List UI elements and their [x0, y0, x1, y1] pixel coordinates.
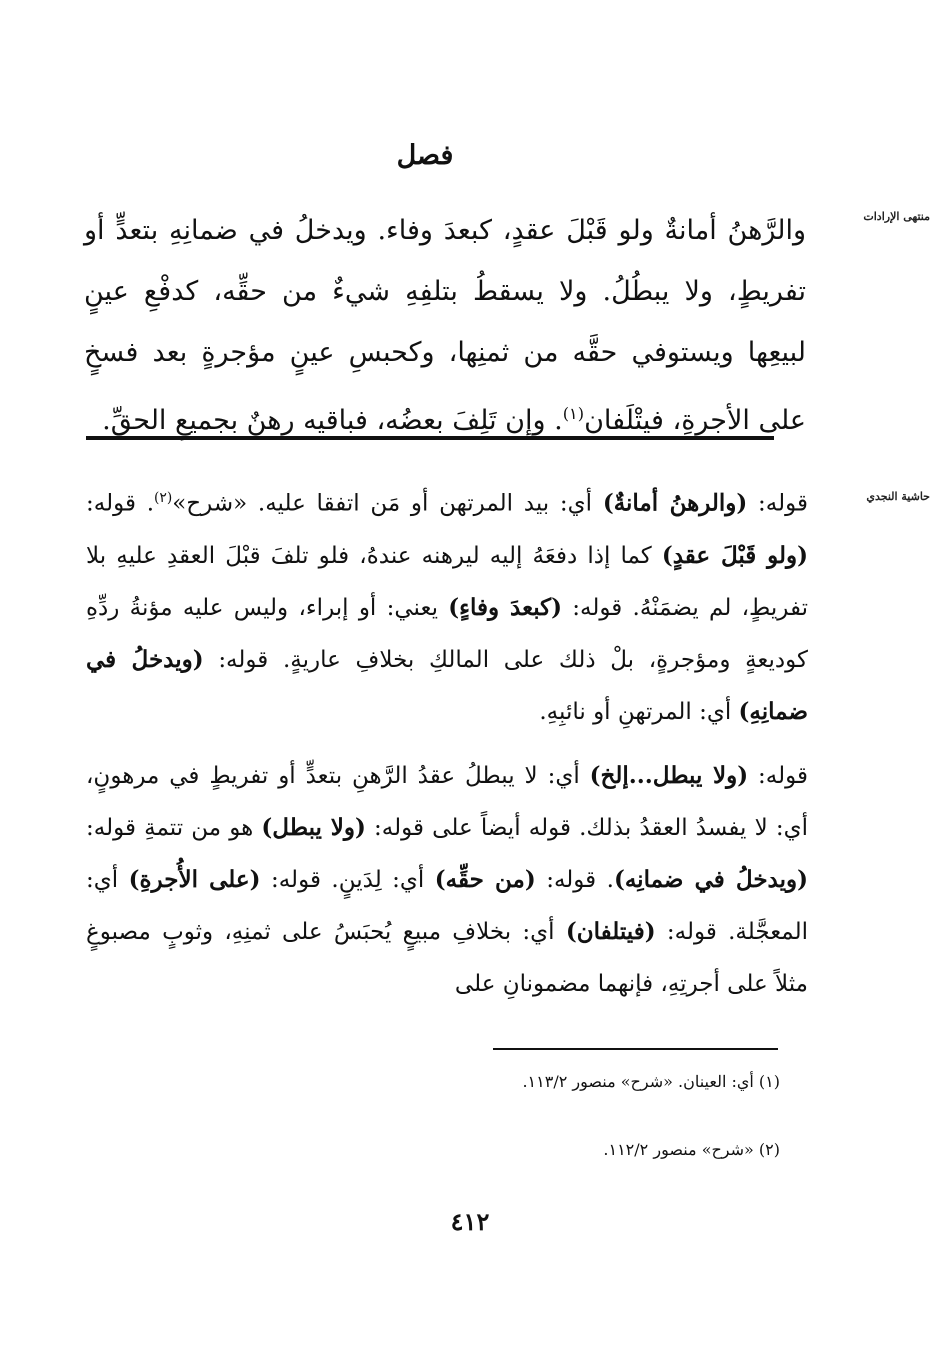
- hashiya-text: أي: المرتهنِ أو نائبِهِ.: [539, 698, 739, 725]
- matn-paragraph: [84, 200, 806, 451]
- section-title: فصل: [396, 140, 454, 171]
- hashiya-text-block: [86, 472, 808, 1010]
- hashiya-text: يعني: أو إبراء، وليس عليه مؤنةُ ردِّهِ كوديعةٍ ومؤجرةٍ، بلْ ذلك على المالكِ بخلافِ عاريةٍ. قوله:: [86, 594, 808, 673]
- page-number: ٤١٢: [450, 1207, 490, 1236]
- section-divider: [86, 436, 774, 440]
- matn-text-block: [84, 200, 806, 451]
- side-label-hashiya: حاشية النجدي: [866, 490, 930, 503]
- hashiya-lemma: (على الأُجرةِ): [128, 865, 261, 893]
- footnote-1: (١) أي: العينان. «شرح» منصور ١١٣/٢.: [522, 1072, 780, 1091]
- footnote-ref-2: (٢): [154, 490, 173, 506]
- side-label-matn: منتهى الإرادات: [863, 210, 930, 223]
- hashiya-lemma: (ولا يبطل): [261, 813, 366, 841]
- hashiya-text: أي: المعجَّلة. قوله:: [86, 866, 809, 945]
- hashiya-text: . قوله:: [86, 490, 155, 517]
- footnote-2: (٢) «شرح» منصور ١١٢/٢.: [603, 1140, 780, 1159]
- hashiya-lemma: (فيتلفان): [565, 917, 656, 945]
- hashiya-text: قوله:: [747, 490, 808, 517]
- footnote-ref-1: (١): [562, 404, 585, 423]
- hashiya-text: أي: بيد المرتهن أو مَن اتفقا عليه. «شرح»: [172, 490, 603, 517]
- hashiya-lemma: (ويدخلُ في ضمانِهِ): [86, 645, 808, 725]
- hashiya-text: هو من تتمةِ قوله:: [86, 814, 262, 841]
- footnotes: [430, 1062, 780, 1170]
- hashiya-text: قوله:: [748, 762, 809, 789]
- hashiya-paragraph-1: [86, 472, 808, 738]
- hashiya-lemma: (كبعدَ وفاءٍ): [448, 593, 562, 621]
- hashiya-lemma: (ولو قَبْلَ عقدٍ): [661, 541, 808, 569]
- hashiya-paragraph-2: [86, 750, 808, 1010]
- hashiya-lemma: (والرهنُ أمانةٌ): [602, 489, 748, 517]
- hashiya-text: أي: بخلافِ مبيعٍ يُحبَسُ على ثمنِهِ، وثوبٍ مصبوغٍ مثلاً على أجرتِهِ، فإنهما مضمونانِ على: [86, 918, 808, 997]
- hashiya-text: . قوله:: [535, 866, 614, 893]
- matn-text: والرَّهنُ أمانةٌ ولو قَبْلَ عقدٍ، كبعدَ وفاء. ويدخلُ في ضمانِهِ بتعدٍّ أو تفريطٍ، ولا يبطُلُ. ولا يسقطُ بتلفِهِ شيءٌ من حقِّه، كدفْعِ عينٍ لبيعِها ويستوفي حقَّه من ثمنِها، وكحبسِ عينٍ مؤجرةٍ بعد فسخٍ على الأجرةِ، فيتْلَفان: [84, 215, 806, 436]
- hashiya-text: أي: لِدَينٍ. قوله:: [260, 866, 435, 893]
- hashiya-text: كما إذا دفعَهُ إليه ليرهنه عندهُ، فلو تلفَ قبْلَ العقدِ عليهِ بلا تفريطٍ، لم يضمَنْهُ. قوله:: [86, 542, 808, 621]
- hashiya-lemma: (من حقِّه): [434, 865, 536, 893]
- matn-text-end: . وإن تَلِفَ بعضُه، فباقيه رهنٌ بجميعِ الحقِّ.: [102, 405, 563, 436]
- hashiya-lemma: (ولا يبطل...إلخ): [589, 761, 749, 789]
- hashiya-lemma: (ويدخلُ في ضمانِه): [613, 865, 809, 893]
- hashiya-text: أي: لا يبطلُ عقدُ الرَّهنِ بتعدٍّ أو تفريطٍ في مرهونٍ، أي: لا يفسدُ العقدُ بذلك. قوله أيضاً على قوله:: [86, 762, 809, 841]
- footnote-divider: [493, 1048, 778, 1050]
